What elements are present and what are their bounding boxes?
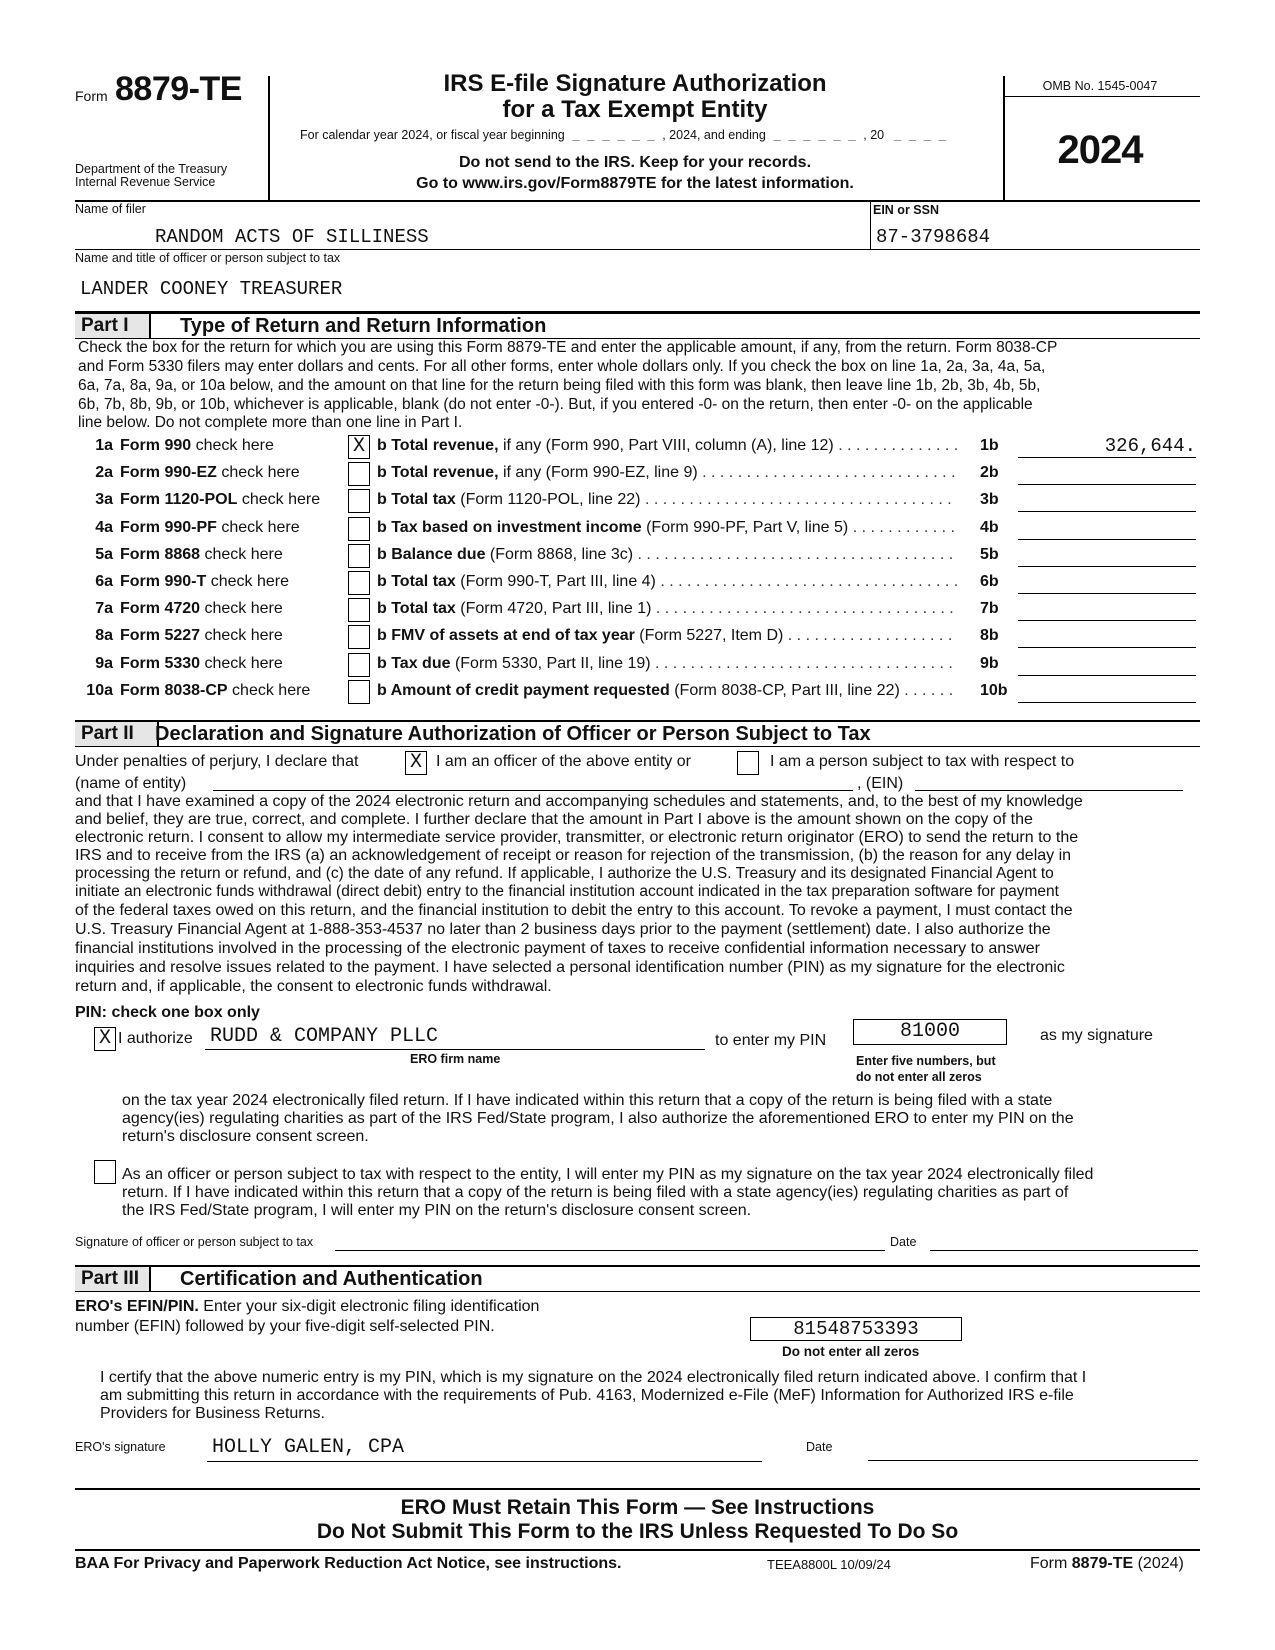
officer-name-field[interactable]: LANDER COONEY TREASURER [80, 278, 343, 300]
efin-pin-field[interactable]: 81548753393 [750, 1317, 962, 1341]
ero-signature-label: ERO's signature [75, 1440, 166, 1454]
form-title-line1: IRS E-file Signature Authorization [443, 70, 827, 97]
ero-retain-notice: ERO Must Retain This Form — See Instructions [400, 1496, 875, 1519]
officer-date-field[interactable] [930, 1232, 1198, 1250]
row-checkbox[interactable] [348, 489, 370, 513]
row-line-number: 10b [980, 682, 1008, 699]
row-number: 10a [86, 682, 113, 699]
row-number: 4a [95, 519, 113, 536]
as-my-signature-label: as my signature [1040, 1027, 1153, 1044]
self-enter-pin-checkbox[interactable] [94, 1160, 116, 1184]
do-not-submit-notice: Do Not Submit This Form to the IRS Unless Requested To Do So [316, 1520, 959, 1543]
efin-instruction-line2: number (EFIN) followed by your five-digit self-selected PIN. [75, 1318, 495, 1335]
efin-note: Do not enter all zeros [782, 1344, 920, 1359]
officer-date-label: Date [890, 1235, 917, 1249]
do-not-send-notice: Do not send to the IRS. Keep for your records. [458, 154, 812, 171]
row-b-description: b Total revenue, if any (Form 990-EZ, line 9) . . . [377, 464, 957, 482]
perjury-text: Under penalties of perjury, I declare that [75, 753, 359, 770]
row-form-label: Form 4720 check here [120, 600, 283, 617]
row-b-description: b Total tax (Form 990-T, Part III, line 4) . . . [377, 573, 957, 591]
row-amount-underline [1018, 702, 1196, 703]
officer-signature-field[interactable] [335, 1232, 885, 1250]
row-b-description: b Total revenue, if any (Form 990, Part VIII, column (A), line 12) . . . [377, 437, 957, 455]
row-b-description: b Total tax (Form 4720, Part III, line 1) . . . [377, 600, 957, 618]
name-of-entity-label: (name of entity) [75, 775, 187, 792]
ero-signature-field[interactable]: HOLLY GALEN, CPA [212, 1436, 405, 1459]
officer-pin-field[interactable]: 81000 [853, 1019, 1007, 1045]
row-form-label: Form 1120-POL check here [120, 491, 321, 508]
row-line-number: 4b [980, 519, 999, 536]
row-line-number: 8b [980, 627, 999, 644]
to-enter-pin-label: to enter my PIN [715, 1032, 827, 1049]
row-number: 3a [95, 491, 113, 508]
row-b-description: b Balance due (Form 8868, line 3c) . . . [377, 546, 957, 564]
irs-website-notice: Go to www.irs.gov/Form8879TE for the latest information. [416, 175, 854, 192]
row-line-number: 5b [980, 546, 999, 563]
form-word: Form [75, 88, 108, 104]
omb-number: OMB No. 1545-0047 [1042, 79, 1158, 93]
part-2-label: Part II [75, 722, 159, 746]
pin-note-line2: do not enter all zeros [856, 1070, 982, 1084]
row-number: 8a [95, 627, 113, 644]
row-b-description: b Tax due (Form 5330, Part II, line 19) . . . [377, 655, 957, 673]
filer-name-label: Name of filer [75, 202, 146, 216]
row-line-number: 1b [980, 437, 999, 454]
row-b-description: b FMV of assets at end of tax year (Form 5227, Item D) . . . [377, 627, 957, 645]
row-checkbox[interactable] [348, 625, 370, 649]
row-amount-underline [1018, 511, 1196, 512]
row-b-description: b Total tax (Form 1120-POL, line 22) . . . [377, 491, 957, 509]
ero-date-label: Date [806, 1440, 833, 1454]
row-line-number: 6b [980, 573, 999, 590]
row-amount-underline [1018, 539, 1196, 540]
calendar-year-line: For calendar year 2024, or fiscal year beginning _ _ _ _ _ _ , 2024, and ending _ _ _ _ _ _ , 20 _ _ _ _ [300, 128, 947, 143]
tax-year: 2024 [1057, 128, 1143, 172]
row-checkbox[interactable] [348, 544, 370, 568]
row-b-description: b Tax based on investment income (Form 990-PF, Part V, line 5) . . . [377, 519, 957, 537]
row-checkbox[interactable] [348, 517, 370, 541]
authorize-label: I authorize [118, 1030, 193, 1047]
row-line-number: 3b [980, 491, 999, 508]
row-amount-underline [1018, 675, 1196, 676]
part-1-title: Type of Return and Return Information [180, 315, 547, 337]
fiscal-end-blank[interactable]: _ _ _ _ _ _ [773, 129, 856, 143]
row-number: 5a [95, 546, 113, 563]
row-form-label: Form 990-T check here [120, 573, 289, 590]
ero-firm-name-field[interactable]: RUDD & COMPANY PLLC [210, 1025, 439, 1048]
row-line-number: 2b [980, 464, 999, 481]
row-checkbox[interactable] [348, 680, 370, 704]
fiscal-begin-blank[interactable]: _ _ _ _ _ _ [572, 129, 655, 143]
ein-paren-label: , (EIN) [857, 775, 904, 792]
filer-name-field[interactable]: RANDOM ACTS OF SILLINESS [155, 226, 429, 248]
row-form-label: Form 990 check here [120, 437, 274, 454]
row-amount-underline [1018, 566, 1196, 567]
form-reference: Form 8879-TE (2024) [1030, 1555, 1184, 1572]
row-form-label: Form 8038-CP check here [120, 682, 311, 699]
form-title-line2: for a Tax Exempt Entity [502, 96, 768, 123]
part-3-title: Certification and Authentication [180, 1268, 483, 1290]
dept-irs: Internal Revenue Service [75, 175, 216, 189]
ero-authorize-checkbox[interactable]: X [94, 1027, 116, 1051]
ein-label: EIN or SSN [873, 203, 939, 217]
form-number: 8879-TE [115, 70, 242, 108]
part-1-label: Part I [75, 314, 151, 338]
officer-signature-label: Signature of officer or person subject to tax [75, 1235, 314, 1249]
row-checkbox[interactable] [348, 571, 370, 595]
row-amount-underline [1018, 484, 1196, 485]
officer-name-label: Name and title of officer or person subject to tax [75, 251, 341, 265]
row-line-number: 9b [980, 655, 999, 672]
entity-name-field[interactable] [213, 772, 853, 791]
pin-note-line1: Enter five numbers, but [856, 1054, 996, 1068]
row-checkbox[interactable] [348, 462, 370, 486]
dept-treasury: Department of the Treasury [75, 162, 228, 176]
row-b-description: b Amount of credit payment requested (Form 8038-CP, Part III, line 22) . . . [377, 682, 957, 700]
baa-notice: BAA For Privacy and Paperwork Reduction Act Notice, see instructions. [75, 1555, 622, 1572]
row-number: 2a [95, 464, 113, 481]
entity-ein-field[interactable] [915, 772, 1183, 791]
row-number: 1a [95, 437, 113, 454]
row-form-label: Form 8868 check here [120, 546, 283, 563]
subject-to-tax-label: I am a person subject to tax with respect to [770, 753, 1075, 770]
form-code: TEEA8800L 10/09/24 [767, 1557, 891, 1572]
row-line-number: 7b [980, 600, 999, 617]
row-amount-underline [1018, 593, 1196, 594]
part-3-label: Part III [75, 1267, 151, 1291]
row-form-label: Form 990-PF check here [120, 519, 300, 536]
row-number: 9a [95, 655, 113, 672]
ein-field[interactable]: 87-3798684 [876, 226, 991, 248]
row-amount-underline [1018, 620, 1196, 621]
officer-checkbox-label: I am an officer of the above entity or [436, 753, 691, 770]
row-number: 7a [95, 600, 113, 617]
fiscal-end-year-blank[interactable]: _ _ _ _ [893, 129, 947, 143]
row-checkbox[interactable]: X [348, 435, 370, 459]
row-form-label: Form 5330 check here [120, 655, 283, 672]
row-amount-field[interactable]: 326,644. [1104, 435, 1196, 457]
row-amount-underline [1018, 647, 1196, 648]
officer-checkbox[interactable]: X [405, 751, 427, 775]
row-form-label: Form 990-EZ check here [120, 464, 300, 481]
row-form-label: Form 5227 check here [120, 627, 283, 644]
part-2-title: Declaration and Signature Authorization of Officer or Person Subject to Tax [155, 723, 871, 745]
row-number: 6a [95, 573, 113, 590]
pin-heading: PIN: check one box only [75, 1004, 260, 1021]
row-amount-underline [1018, 457, 1196, 458]
efin-instruction-line1: ERO's EFIN/PIN. Enter your six-digit electronic filing identification [75, 1298, 540, 1315]
ero-date-field[interactable] [868, 1442, 1198, 1460]
row-checkbox[interactable] [348, 598, 370, 622]
ero-firm-name-label: ERO firm name [410, 1052, 501, 1066]
row-checkbox[interactable] [348, 653, 370, 677]
